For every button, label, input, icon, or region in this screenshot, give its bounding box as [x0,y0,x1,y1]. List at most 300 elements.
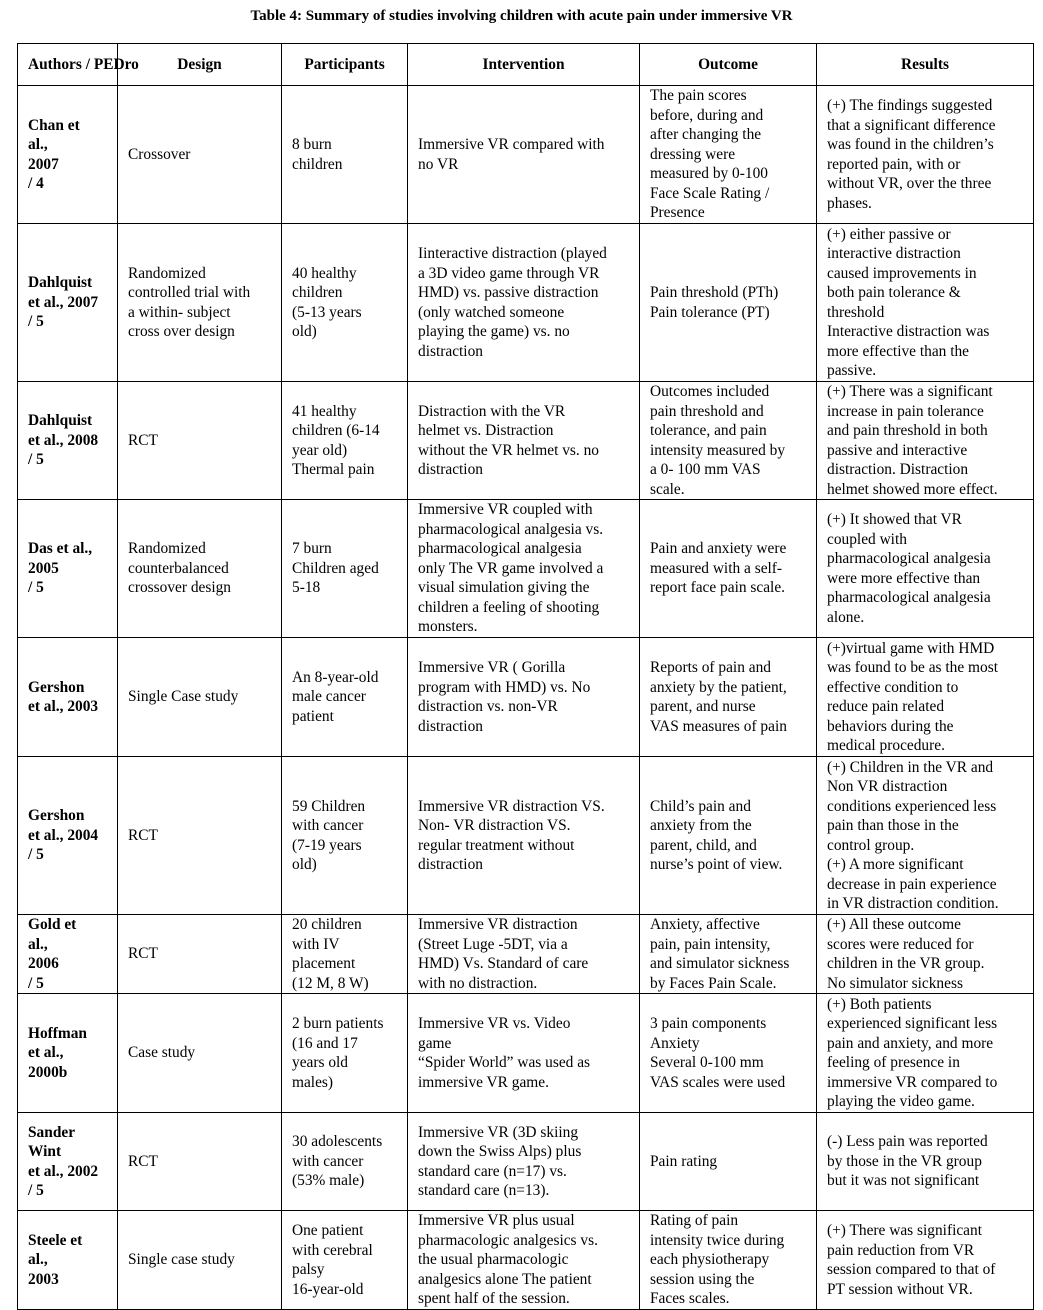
cell-line: 30 adolescents [292,1133,383,1151]
cell-design [118,915,282,994]
cell-participants [282,500,408,638]
cell-line: dressing were [650,145,736,163]
table-row [18,638,1034,757]
cell-line: regular treatment without [418,836,575,854]
cell-line: Anxiety, affective [650,916,760,933]
cell-line: et al., 2003 [28,698,99,715]
cell-line: session compared to that of [827,1261,996,1278]
cell-line: visual simulation giving the [418,579,590,597]
cell-outcome [640,1113,817,1211]
cell-line: by those in the VR group [827,1152,982,1170]
cell-results [817,86,1034,224]
cell-participants [282,86,408,224]
cell-line: al., [28,935,48,953]
cell-line: 41 healthy [292,402,357,420]
cell-line: children (6-14 [292,422,380,439]
cell-line: pain, pain intensity, [650,935,771,953]
cell-line: 7 burn [292,540,332,558]
cell-design [118,500,282,638]
table-row [18,1113,1034,1211]
cell-line: Child’s pain and [650,797,751,815]
cell-intervention [408,757,640,915]
cell-line: Distraction with the VR [418,402,566,420]
cell-design [118,994,282,1113]
cell-line: interactive distraction [827,245,961,262]
cell-line: pain and anxiety, and more [827,1034,994,1052]
cell-line: distraction [418,342,483,360]
cell-line: 2006 [28,955,59,972]
cell-author [18,1211,118,1310]
cell-line: standard care (n=13). [418,1182,550,1199]
cell-line: children [292,155,343,173]
cell-line: / 5 [28,313,44,331]
cell-intervention [408,1211,640,1310]
cell-line: Iinteractive distraction (played [418,245,607,262]
cell-line: Randomized [128,540,206,558]
cell-line: al., [28,1251,48,1269]
cell-line: (53% male) [292,1172,365,1190]
cell-line: Pain and anxiety were [650,540,787,558]
cell-line: (+) The findings suggested [827,97,993,114]
cell-line: effective condition to [827,678,959,696]
cell-line: Steele et [28,1231,83,1249]
table-row [18,994,1034,1113]
cell-line: RCT [128,945,158,963]
cell-line: (only watched someone [418,303,565,321]
cell-line: helmet showed more effect. [827,480,998,498]
cell-participants [282,1211,408,1310]
cell-line: measured with a self- [650,559,783,577]
cell-line: with cerebral [292,1241,373,1259]
cell-line: control group. [827,836,915,854]
cell-line: standard care (n=17) vs. [418,1162,567,1180]
cell-line: Immersive VR ( Gorilla [418,659,566,676]
cell-line: increase in pain tolerance [827,402,984,420]
cell-line: Immersive VR vs. Video [418,1015,571,1032]
cell-outcome [640,757,817,915]
cell-line: Immersive VR compared with [418,136,605,153]
cell-line: distraction. Distraction [827,461,969,478]
cell-participants [282,994,408,1113]
cell-line: et al., 2002 [28,1162,99,1180]
cell-line: males) [292,1073,334,1091]
cell-line: HMD) vs. passive distraction [418,284,599,301]
cell-line: and simulator sickness [650,955,790,972]
cell-outcome [640,224,817,382]
cell-line: RCT [128,826,158,844]
cell-intervention [408,1113,640,1211]
cell-participants [282,757,408,915]
cell-line: program with HMD) vs. No [418,678,591,696]
cell-line: helmet vs. Distraction [418,422,554,439]
cell-line: pharmacological analgesia [827,550,991,567]
cell-line: only The VR game involved a [418,559,604,577]
cell-line: (+) There was a significant [827,383,993,400]
cell-line: et al., 2004 [28,826,99,844]
cell-line: RCT [128,1152,158,1170]
cell-line: 2003 [28,1270,59,1288]
cell-line: and pain threshold in both [827,422,988,439]
cell-line: et al., [28,1044,64,1062]
cell-line: parent, and nurse [650,698,756,715]
cell-outcome [640,638,817,757]
cell-line: 2000b [28,1063,68,1081]
cell-results [817,1211,1034,1310]
cell-line: Hoffman [28,1024,87,1042]
cell-line: Single case study [128,1251,235,1269]
cell-intervention [408,382,640,500]
cell-line: placement [292,955,356,972]
cell-line: Thermal pain [292,461,375,478]
cell-line: in VR distraction condition. [827,895,999,912]
cell-outcome [640,500,817,638]
cell-line: down the Swiss Alps) plus [418,1143,582,1160]
cell-line: 2 burn patients [292,1015,384,1032]
cell-line: Immersive VR (3D skiing [418,1123,579,1141]
cell-line: Interactive distraction was [827,323,990,340]
cell-line: without VR, over the three [827,175,992,192]
cell-line: immersive VR compared to [827,1073,998,1091]
cell-line: analgesics alone The patient [418,1270,592,1288]
cell-author [18,500,118,638]
cell-line: distraction [418,856,483,873]
cell-participants [282,638,408,757]
cell-line: counterbalanced [128,559,229,577]
cell-line: crossover design [128,579,232,597]
cell-line: pharmacological analgesia [418,540,582,558]
cell-line: Randomized [128,264,206,282]
cell-design [118,1211,282,1310]
cell-author [18,224,118,382]
cell-intervention [408,86,640,224]
cell-line: 40 healthy [292,264,357,282]
cell-design [118,224,282,382]
cell-line: Outcomes included [650,383,770,400]
cell-line: (+) There was significant [827,1222,982,1239]
cell-line: reduce pain related [827,698,945,715]
cell-line: Gold et [28,916,77,933]
cell-line: HMD) Vs. Standard of care [418,955,589,972]
cell-line: Case study [128,1044,196,1062]
cell-line: caused improvements in [827,264,977,282]
cell-line: passive and interactive [827,441,968,459]
cell-line: pharmacologic analgesics vs. [418,1231,598,1249]
cell-line: Gershon [28,807,85,825]
cell-intervention [408,994,640,1113]
cell-line: Immersive VR coupled with [418,501,593,519]
cell-line: year old) [292,441,348,459]
table-row [18,86,1034,224]
cell-line: Single Case study [128,688,239,706]
cell-line: before, during and [650,106,764,124]
cell-results [817,757,1034,915]
cell-line: Immersive VR distraction [418,916,578,933]
header-design: Design [118,44,282,86]
cell-line: Non- VR distraction VS. [418,817,571,834]
cell-line: no VR [418,155,459,173]
header-intervention: Intervention [408,44,640,86]
cell-line: Anxiety [650,1034,700,1052]
cell-line: tolerance, and pain [650,422,767,439]
cell-line: Pain rating [650,1152,718,1170]
cell-intervention [408,915,640,994]
cell-line: (+)virtual game with HMD [827,639,995,657]
cell-intervention [408,224,640,382]
cell-line: were more effective than [827,569,981,587]
cell-results [817,1113,1034,1211]
cell-line: Wint [28,1143,62,1160]
cell-line: scale. [650,480,685,498]
cell-line: children [292,284,343,301]
cell-participants [282,915,408,994]
cell-line: Faces scales. [650,1290,730,1308]
cell-line: coupled with [827,530,907,548]
table-row [18,1211,1034,1310]
cell-line: al., [28,136,48,153]
cell-line: VAS scales were used [650,1073,786,1091]
cell-line: Pain threshold (PTh) [650,284,779,301]
header-authors [18,44,139,86]
cell-line: RCT [128,431,158,449]
cell-intervention [408,500,640,638]
cell-line: No simulator sickness [827,974,963,992]
cell-line: pharmacological analgesia vs. [418,520,604,538]
cell-line: a 3D video game through VR [418,264,600,282]
cell-line: session using the [650,1270,755,1288]
cell-line: spent half of the session. [418,1290,570,1308]
cell-participants [282,382,408,500]
cell-line: nurse’s point of view. [650,856,783,873]
cell-participants [282,1113,408,1211]
cell-line: / 4 [28,175,44,192]
cell-author [18,86,118,224]
cell-line: (+) either passive or [827,225,951,243]
cell-line: (12 M, 8 W) [292,974,369,992]
cell-line: after changing the [650,126,762,144]
cell-line: / 5 [28,579,44,597]
cell-line: that a significant difference [827,116,996,134]
cell-line: / 5 [28,451,44,469]
cell-line: playing the video game. [827,1093,975,1110]
table-row [18,915,1034,994]
cell-results [817,382,1034,500]
cell-line: male cancer [292,688,366,706]
header-participants: Participants [282,44,408,86]
cell-line: intensity measured by [650,441,786,459]
cell-outcome [640,382,817,500]
cell-line: with cancer [292,817,364,834]
cell-results [817,915,1034,994]
cell-line: children in the VR group. [827,955,985,972]
cell-line: anxiety from the [650,817,752,834]
cell-author [18,638,118,757]
cell-line: 3 pain components [650,1015,767,1032]
studies-table [17,43,1034,1310]
cell-design [118,1113,282,1211]
cell-line: Crossover [128,145,191,163]
cell-line: Non VR distraction [827,778,948,795]
cell-line: game [418,1034,452,1052]
cell-line: 20 children [292,916,362,933]
cell-line: 5-18 [292,579,321,597]
cell-line: VAS measures of pain [650,717,787,735]
cell-line: Sander [28,1123,76,1141]
cell-intervention [408,638,640,757]
cell-line: children a feeling of shooting [418,598,600,616]
cell-outcome [640,1211,817,1310]
cell-line: medical procedure. [827,737,945,754]
cell-line: measured by 0-100 [650,165,768,183]
cell-line: One patient [292,1222,364,1239]
cell-outcome [640,86,817,224]
cell-line: a 0- 100 mm VAS [650,461,761,478]
cell-line: Pain tolerance (PT) [650,303,770,321]
cell-line: (+) It showed that VR [827,511,962,528]
cell-line: passive. [827,362,877,379]
cell-participants [282,224,408,382]
cell-line: Immersive VR plus usual [418,1212,575,1230]
cell-line: / 5 [28,974,44,992]
cell-outcome [640,915,817,994]
table-row [18,224,1034,382]
cell-line: Several 0-100 mm [650,1054,764,1071]
cell-line: old) [292,323,317,340]
cell-line: Children aged [292,559,379,577]
cell-line: / 5 [28,1182,44,1199]
cell-line: cross over design [128,323,235,340]
cell-line: a within- subject [128,303,231,321]
cell-line: decrease in pain experience [827,875,997,893]
cell-line: threshold [827,303,885,321]
cell-line: pain threshold and [650,402,764,420]
header-results: Results [817,44,1034,86]
cell-design [118,86,282,224]
cell-line: patient [292,707,334,725]
cell-line: palsy [292,1261,325,1278]
cell-line: scores were reduced for [827,935,974,953]
cell-author [18,382,118,500]
cell-line: anxiety by the patient, [650,678,787,696]
cell-line: phases. [827,194,872,212]
cell-line: Chan et [28,116,80,134]
cell-line: pharmacological analgesia [827,589,991,606]
cell-line: (+) All these outcome [827,916,961,933]
cell-line: Dahlquist [28,412,93,430]
cell-design [118,757,282,915]
cell-line: 16-year-old [292,1280,364,1298]
cell-outcome [640,994,817,1113]
cell-line: behaviors during the [827,717,954,735]
cell-line: conditions experienced less [827,797,997,815]
cell-line: “Spider World” was used as [418,1054,591,1071]
cell-design [118,382,282,500]
cell-line: (7-19 years [292,836,362,854]
cell-line: (5-13 years [292,303,362,321]
cell-line: with cancer [292,1152,364,1170]
cell-author [18,915,118,994]
cell-author [18,1113,118,1211]
cell-line: Gershon [28,678,85,696]
cell-line: pain than those in the [827,817,959,834]
cell-line: alone. [827,608,865,626]
cell-line: but it was not significant [827,1172,980,1190]
cell-line: report face pain scale. [650,579,786,597]
cell-line: by Faces Pain Scale. [650,974,777,992]
cell-line: The pain scores [650,87,747,105]
cell-line: distraction vs. non-VR [418,698,558,715]
header-authors-label: Authors / PEDro [28,55,139,73]
cell-line: immersive VR game. [418,1073,549,1091]
cell-line: An 8-year-old [292,668,379,686]
cell-line: feeling of presence in [827,1054,960,1071]
header-row [18,44,1034,86]
table-row [18,757,1034,915]
cell-line: the usual pharmacologic [418,1251,569,1269]
cell-line: reported pain, with or [827,155,961,173]
cell-line: (+) Children in the VR and [827,758,994,776]
cell-line: 2005 [28,559,59,577]
cell-line: Face Scale Rating / [650,184,770,202]
cell-line: more effective than the [827,342,970,360]
cell-line: intensity twice during [650,1231,785,1249]
cell-line: (+) A more significant [827,856,964,873]
cell-line: parent, child, and [650,836,757,854]
cell-line: (+) Both patients [827,995,932,1013]
cell-design [118,638,282,757]
cell-line: PT session without VR. [827,1280,973,1298]
cell-line: Dahlquist [28,274,93,292]
cell-line: Rating of pain [650,1212,739,1230]
cell-line: Reports of pain and [650,659,771,676]
cell-author [18,757,118,915]
cell-line: (Street Luge -5DT, via a [418,935,568,953]
cell-results [817,500,1034,638]
cell-line: Immersive VR distraction VS. [418,797,605,815]
cell-line: distraction [418,717,483,735]
cell-line: with no distraction. [418,974,538,992]
cell-line: 59 Children [292,797,366,815]
cell-line: was found in the children’s [827,136,994,153]
cell-line: monsters. [418,618,478,636]
cell-results [817,638,1034,757]
cell-results [817,994,1034,1113]
cell-line: playing the game) vs. no [418,323,570,340]
cell-line: 2007 [28,155,59,173]
cell-line: Das et al., [28,540,93,558]
cell-line: (-) Less pain was reported [827,1133,988,1151]
cell-line: both pain tolerance & [827,284,961,301]
cell-line: old) [292,856,317,873]
cell-line: distraction [418,461,483,478]
cell-line: Presence [650,204,705,222]
cell-line: / 5 [28,846,44,864]
table-title: Table 4: Summary of studies involving children with acute pain under immersive VR [250,8,793,24]
cell-line: each physiotherapy [650,1251,770,1269]
header-outcome: Outcome [640,44,817,86]
cell-line: controlled trial with [128,284,251,301]
cell-line: pain reduction from VR [827,1241,975,1259]
cell-line: 8 burn [292,136,332,153]
cell-line: (16 and 17 [292,1034,358,1052]
cell-line: was found to be as the most [827,659,998,676]
cell-line: experienced significant less [827,1015,998,1032]
cell-results [817,224,1034,382]
table-row [18,500,1034,638]
cell-line: years old [292,1054,348,1071]
cell-line: et al., 2007 [28,293,99,311]
table-row [18,382,1034,500]
cell-line: et al., 2008 [28,431,99,449]
